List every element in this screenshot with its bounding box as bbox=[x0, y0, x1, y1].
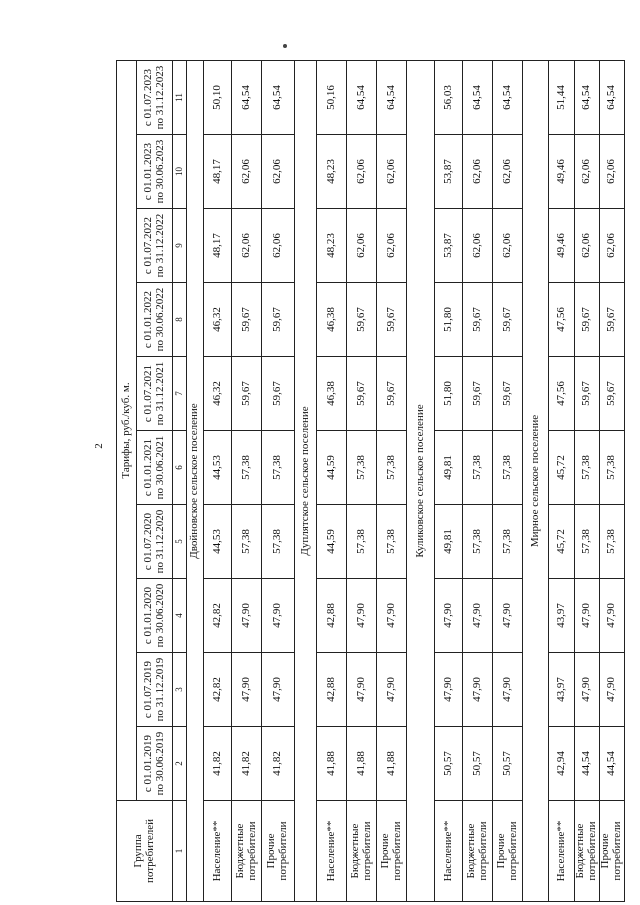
tariff-value: 42,82 bbox=[204, 653, 232, 727]
period-header: с 01.07.2021 по 31.12.2021 bbox=[137, 357, 173, 431]
section-row bbox=[187, 61, 204, 902]
tariff-value: 64,54 bbox=[600, 61, 625, 135]
column-number: 7 bbox=[173, 357, 187, 431]
period-header: с 01.01.2023 по 30.06.2023 bbox=[137, 135, 173, 209]
tariff-value: 62,06 bbox=[232, 209, 262, 283]
tariff-value: 47,56 bbox=[549, 283, 575, 357]
table-row bbox=[493, 61, 523, 902]
tariff-value: 47,90 bbox=[435, 579, 463, 653]
section-title: Куликовское сельское поселение bbox=[407, 61, 435, 902]
tariff-value: 56,03 bbox=[435, 61, 463, 135]
tariff-value: 57,38 bbox=[347, 431, 377, 505]
period-row bbox=[137, 61, 173, 902]
tariff-value: 59,67 bbox=[493, 283, 523, 357]
tariff-value: 47,90 bbox=[232, 579, 262, 653]
tariff-value: 47,90 bbox=[575, 653, 600, 727]
tariff-value: 46,32 bbox=[204, 357, 232, 431]
tariff-value: 53,87 bbox=[435, 135, 463, 209]
tariff-value: 46,38 bbox=[317, 283, 347, 357]
section-row bbox=[295, 61, 317, 902]
table-row bbox=[549, 61, 575, 902]
tariff-value: 57,38 bbox=[575, 431, 600, 505]
tariff-value: 59,67 bbox=[232, 283, 262, 357]
column-number: 11 bbox=[173, 61, 187, 135]
tariff-value: 42,88 bbox=[317, 653, 347, 727]
table-row bbox=[575, 61, 600, 902]
tariff-value: 48,17 bbox=[204, 135, 232, 209]
tariff-value: 44,59 bbox=[317, 505, 347, 579]
tariff-value: 51,80 bbox=[435, 283, 463, 357]
tariff-value: 44,53 bbox=[204, 505, 232, 579]
period-header: с 01.07.2019 по 31.12.2019 bbox=[137, 653, 173, 727]
tariff-value: 47,90 bbox=[600, 579, 625, 653]
tariff-value: 43,97 bbox=[549, 653, 575, 727]
tariff-value: 62,06 bbox=[600, 135, 625, 209]
tariff-value: 59,67 bbox=[377, 357, 407, 431]
tariff-value: 57,38 bbox=[463, 505, 493, 579]
tariff-value: 47,90 bbox=[347, 653, 377, 727]
tariff-value: 57,38 bbox=[262, 505, 295, 579]
tariff-value: 44,53 bbox=[204, 431, 232, 505]
tariff-value: 57,38 bbox=[493, 431, 523, 505]
tariff-value: 46,32 bbox=[204, 283, 232, 357]
period-header: с 01.01.2020 по 30.06.2020 bbox=[137, 579, 173, 653]
rotated-table-container bbox=[116, 60, 623, 902]
tariff-value: 64,54 bbox=[377, 61, 407, 135]
consumer-category: Население** bbox=[204, 801, 232, 902]
tariff-value: 57,38 bbox=[347, 505, 377, 579]
group-header: Группа потребителей bbox=[117, 801, 173, 902]
tariff-value: 41,82 bbox=[232, 727, 262, 801]
period-header: с 01.01.2021 по 30.06.2021 bbox=[137, 431, 173, 505]
period-header: с 01.07.2023 по 31.12.2023 bbox=[137, 61, 173, 135]
tariff-value: 59,67 bbox=[493, 357, 523, 431]
column-number: 2 bbox=[173, 727, 187, 801]
table-row bbox=[377, 61, 407, 902]
tariff-value: 50,16 bbox=[317, 61, 347, 135]
tariff-value: 41,82 bbox=[262, 727, 295, 801]
tariff-value: 47,90 bbox=[262, 579, 295, 653]
tariff-value: 42,94 bbox=[549, 727, 575, 801]
table-row bbox=[347, 61, 377, 902]
consumer-category: Население** bbox=[435, 801, 463, 902]
tariff-value: 41,88 bbox=[317, 727, 347, 801]
tariff-value: 47,90 bbox=[377, 653, 407, 727]
column-number: 10 bbox=[173, 135, 187, 209]
tariff-value: 47,90 bbox=[347, 579, 377, 653]
table-row bbox=[317, 61, 347, 902]
tariff-value: 48,17 bbox=[204, 209, 232, 283]
tariff-value: 47,90 bbox=[232, 653, 262, 727]
tariff-value: 62,06 bbox=[347, 135, 377, 209]
tariff-value: 49,46 bbox=[549, 209, 575, 283]
tariff-value: 48,23 bbox=[317, 135, 347, 209]
column-number: 4 bbox=[173, 579, 187, 653]
consumer-category: Прочие потребители bbox=[600, 801, 625, 902]
consumer-category: Прочие потребители bbox=[377, 801, 407, 902]
tariff-value: 57,38 bbox=[600, 505, 625, 579]
tariff-value: 59,67 bbox=[347, 357, 377, 431]
tariff-value: 57,38 bbox=[493, 505, 523, 579]
tariff-table-area bbox=[116, 60, 623, 902]
tariff-value: 50,10 bbox=[204, 61, 232, 135]
tariff-value: 62,06 bbox=[377, 135, 407, 209]
tariff-value: 47,90 bbox=[262, 653, 295, 727]
tariff-value: 62,06 bbox=[575, 135, 600, 209]
tariff-header: Тарифы, руб./куб. м. bbox=[117, 61, 137, 801]
tariff-value: 62,06 bbox=[463, 135, 493, 209]
tariff-value: 62,06 bbox=[463, 209, 493, 283]
tariff-value: 59,67 bbox=[262, 283, 295, 357]
period-header: с 01.01.2019 по 30.06.2019 bbox=[137, 727, 173, 801]
tariff-value: 41,88 bbox=[347, 727, 377, 801]
tariff-value: 51,44 bbox=[549, 61, 575, 135]
tariff-table bbox=[116, 60, 625, 902]
tariff-value: 59,67 bbox=[463, 283, 493, 357]
tariff-value: 48,23 bbox=[317, 209, 347, 283]
tariff-value: 62,06 bbox=[493, 209, 523, 283]
table-row bbox=[262, 61, 295, 902]
section-row bbox=[523, 61, 549, 902]
consumer-category: Бюджетные потребители bbox=[347, 801, 377, 902]
tariff-value: 62,06 bbox=[232, 135, 262, 209]
tariff-value: 59,67 bbox=[575, 357, 600, 431]
table-body bbox=[187, 61, 625, 902]
tariff-value: 57,38 bbox=[377, 431, 407, 505]
column-number: 8 bbox=[173, 283, 187, 357]
tariff-value: 62,06 bbox=[575, 209, 600, 283]
column-number-row bbox=[173, 61, 187, 902]
tariff-value: 44,54 bbox=[600, 727, 625, 801]
section-title: Дуплятское сельское поселение bbox=[295, 61, 317, 902]
consumer-category: Бюджетные потребители bbox=[232, 801, 262, 902]
tariff-value: 62,06 bbox=[347, 209, 377, 283]
tariff-value: 49,81 bbox=[435, 431, 463, 505]
section-row bbox=[407, 61, 435, 902]
section-title: Двойновское сельское поселение bbox=[187, 61, 204, 902]
tariff-value: 41,82 bbox=[204, 727, 232, 801]
tariff-value: 45,72 bbox=[549, 431, 575, 505]
tariff-value: 57,38 bbox=[232, 505, 262, 579]
tariff-value: 59,67 bbox=[600, 357, 625, 431]
column-number: 9 bbox=[173, 209, 187, 283]
tariff-value: 62,06 bbox=[262, 209, 295, 283]
tariff-value: 50,57 bbox=[493, 727, 523, 801]
tariff-value: 47,90 bbox=[435, 653, 463, 727]
tariff-value: 59,67 bbox=[232, 357, 262, 431]
tariff-value: 59,67 bbox=[377, 283, 407, 357]
consumer-category: Прочие потребители bbox=[262, 801, 295, 902]
consumer-category: Население** bbox=[317, 801, 347, 902]
tariff-value: 64,54 bbox=[262, 61, 295, 135]
consumer-category: Прочие потребители bbox=[493, 801, 523, 902]
table-row bbox=[463, 61, 493, 902]
consumer-category: Население** bbox=[549, 801, 575, 902]
tariff-value: 64,54 bbox=[575, 61, 600, 135]
tariff-value: 47,90 bbox=[463, 653, 493, 727]
speck-mark bbox=[283, 44, 287, 48]
tariff-value: 44,59 bbox=[317, 431, 347, 505]
column-number: 6 bbox=[173, 431, 187, 505]
page-number: 2 bbox=[93, 443, 105, 449]
table-row bbox=[600, 61, 625, 902]
tariff-value: 45,72 bbox=[549, 505, 575, 579]
section-title: Мирное сельское поселение bbox=[523, 61, 549, 902]
tariff-value: 42,88 bbox=[317, 579, 347, 653]
table-row bbox=[435, 61, 463, 902]
consumer-category: Бюджетные потребители bbox=[575, 801, 600, 902]
tariff-value: 47,90 bbox=[463, 579, 493, 653]
period-header: с 01.07.2022 по 31.12.2022 bbox=[137, 209, 173, 283]
tariff-value: 59,67 bbox=[463, 357, 493, 431]
tariff-value: 57,38 bbox=[600, 431, 625, 505]
tariff-value: 57,38 bbox=[377, 505, 407, 579]
tariff-value: 64,54 bbox=[232, 61, 262, 135]
tariff-value: 64,54 bbox=[463, 61, 493, 135]
tariff-value: 59,67 bbox=[600, 283, 625, 357]
tariff-value: 57,38 bbox=[232, 431, 262, 505]
tariff-value: 49,46 bbox=[549, 135, 575, 209]
tariff-value: 41,88 bbox=[377, 727, 407, 801]
tariff-value: 51,80 bbox=[435, 357, 463, 431]
tariff-value: 57,38 bbox=[262, 431, 295, 505]
column-number: 3 bbox=[173, 653, 187, 727]
tariff-value: 47,90 bbox=[493, 579, 523, 653]
tariff-value: 47,90 bbox=[575, 579, 600, 653]
tariff-value: 47,56 bbox=[549, 357, 575, 431]
tariff-value: 59,67 bbox=[575, 283, 600, 357]
tariff-value: 62,06 bbox=[600, 209, 625, 283]
tariff-value: 49,81 bbox=[435, 505, 463, 579]
tariff-value: 47,90 bbox=[600, 653, 625, 727]
period-header: с 01.01.2022 по 30.06.2022 bbox=[137, 283, 173, 357]
table-row bbox=[232, 61, 262, 902]
tariff-value: 59,67 bbox=[347, 283, 377, 357]
tariff-value: 57,38 bbox=[575, 505, 600, 579]
tariff-value: 64,54 bbox=[347, 61, 377, 135]
tariff-value: 50,57 bbox=[435, 727, 463, 801]
tariff-value: 44,54 bbox=[575, 727, 600, 801]
tariff-value: 43,97 bbox=[549, 579, 575, 653]
table-row bbox=[204, 61, 232, 902]
tariff-value: 64,54 bbox=[493, 61, 523, 135]
consumer-category: Бюджетные потребители bbox=[463, 801, 493, 902]
tariff-value: 46,38 bbox=[317, 357, 347, 431]
tariff-value: 47,90 bbox=[377, 579, 407, 653]
period-header: с 01.07.2020 по 31.12.2020 bbox=[137, 505, 173, 579]
tariff-value: 62,06 bbox=[262, 135, 295, 209]
tariff-value: 62,06 bbox=[493, 135, 523, 209]
column-number: 5 bbox=[173, 505, 187, 579]
column-number: 1 bbox=[173, 801, 187, 902]
tariff-value: 42,82 bbox=[204, 579, 232, 653]
tariff-value: 59,67 bbox=[262, 357, 295, 431]
tariff-value: 62,06 bbox=[377, 209, 407, 283]
tariff-value: 50,57 bbox=[463, 727, 493, 801]
tariff-value: 47,90 bbox=[493, 653, 523, 727]
tariff-value: 53,87 bbox=[435, 209, 463, 283]
tariff-value: 57,38 bbox=[463, 431, 493, 505]
